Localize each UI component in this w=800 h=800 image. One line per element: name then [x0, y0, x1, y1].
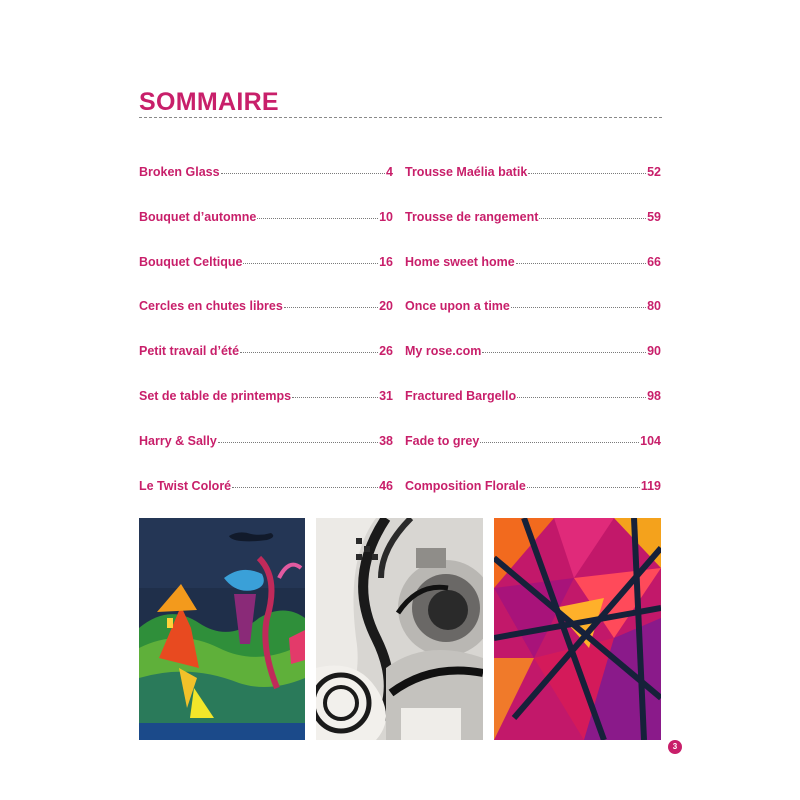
- toc-entry-title: Cercles en chutes libres: [139, 299, 283, 313]
- leader-dots: [516, 263, 646, 264]
- toc-entry[interactable]: [139, 344, 393, 364]
- toc-entry[interactable]: [405, 434, 661, 454]
- toc-entry[interactable]: [405, 255, 661, 275]
- quilt-photo-landscape: [139, 518, 305, 740]
- leader-dots: [528, 173, 646, 174]
- toc-entry-title: Fractured Bargello: [405, 389, 517, 403]
- toc-entry-title: Set de table de printemps: [139, 389, 292, 403]
- toc-entry-title: Harry & Sally: [139, 434, 217, 448]
- toc-entry[interactable]: [405, 210, 661, 230]
- toc-entry-page: 98: [647, 389, 661, 403]
- leader-dots: [232, 487, 378, 488]
- leader-dots: [221, 173, 385, 174]
- toc-entry[interactable]: [139, 165, 393, 185]
- toc-entry-title: Broken Glass: [139, 165, 220, 179]
- toc-entry[interactable]: [405, 165, 661, 185]
- toc-entry-title: Fade to grey: [405, 434, 480, 448]
- toc-entry-page: 31: [379, 389, 393, 403]
- leader-dots: [243, 263, 378, 264]
- toc-entry-title: Once upon a time: [405, 299, 510, 313]
- toc-entry-title: Bouquet d’automne: [139, 210, 257, 224]
- toc-entry-page: 26: [379, 344, 393, 358]
- quilt-photo-grey-circles: [316, 518, 483, 740]
- toc-entry-page: 90: [647, 344, 661, 358]
- leader-dots: [482, 352, 646, 353]
- toc-entry-page: 20: [379, 299, 393, 313]
- toc-entry-title: Le Twist Coloré: [139, 479, 232, 493]
- toc-entry-page: 104: [640, 434, 661, 448]
- toc-entry[interactable]: [405, 299, 661, 319]
- leader-dots: [257, 218, 378, 219]
- toc-entry[interactable]: [405, 389, 661, 409]
- quilt-photo-fractured-rays: [494, 518, 661, 740]
- toc-entry-title: Trousse Maélia batik: [405, 165, 528, 179]
- toc-entry-page: 38: [379, 434, 393, 448]
- leader-dots: [527, 487, 640, 488]
- toc-entry-page: 52: [647, 165, 661, 179]
- toc-entry[interactable]: [139, 210, 393, 230]
- toc-entry-page: 10: [379, 210, 393, 224]
- leader-dots: [539, 218, 646, 219]
- leader-dots: [511, 307, 646, 308]
- toc-entry[interactable]: [139, 434, 393, 454]
- leader-dots: [218, 442, 378, 443]
- toc-entry-title: Home sweet home: [405, 255, 515, 269]
- leader-dots: [240, 352, 378, 353]
- toc-entry-page: 16: [379, 255, 393, 269]
- toc-entry[interactable]: [139, 479, 393, 499]
- title-divider: [139, 117, 662, 118]
- toc-entry-title: My rose.com: [405, 344, 482, 358]
- toc-entry[interactable]: [139, 299, 393, 319]
- toc-entry-title: Composition Florale: [405, 479, 526, 493]
- toc-entry[interactable]: [405, 344, 661, 364]
- toc-entry[interactable]: [405, 479, 661, 499]
- toc-entry-page: 4: [386, 165, 393, 179]
- toc-entry-page: 119: [640, 479, 661, 493]
- leader-dots: [284, 307, 378, 308]
- page-number-badge: 3: [668, 740, 682, 754]
- toc-entry-page: 66: [647, 255, 661, 269]
- toc-entry-title: Bouquet Celtique: [139, 255, 243, 269]
- leader-dots: [480, 442, 639, 443]
- page-title: SOMMAIRE: [139, 88, 279, 116]
- leader-dots: [292, 397, 378, 398]
- toc-entry[interactable]: [139, 389, 393, 409]
- toc-entry-page: 46: [379, 479, 393, 493]
- leader-dots: [517, 397, 646, 398]
- toc-entry-title: Petit travail d’été: [139, 344, 240, 358]
- toc-entry[interactable]: [139, 255, 393, 275]
- toc-entry-page: 80: [647, 299, 661, 313]
- toc-entry-page: 59: [647, 210, 661, 224]
- toc-entry-title: Trousse de rangement: [405, 210, 539, 224]
